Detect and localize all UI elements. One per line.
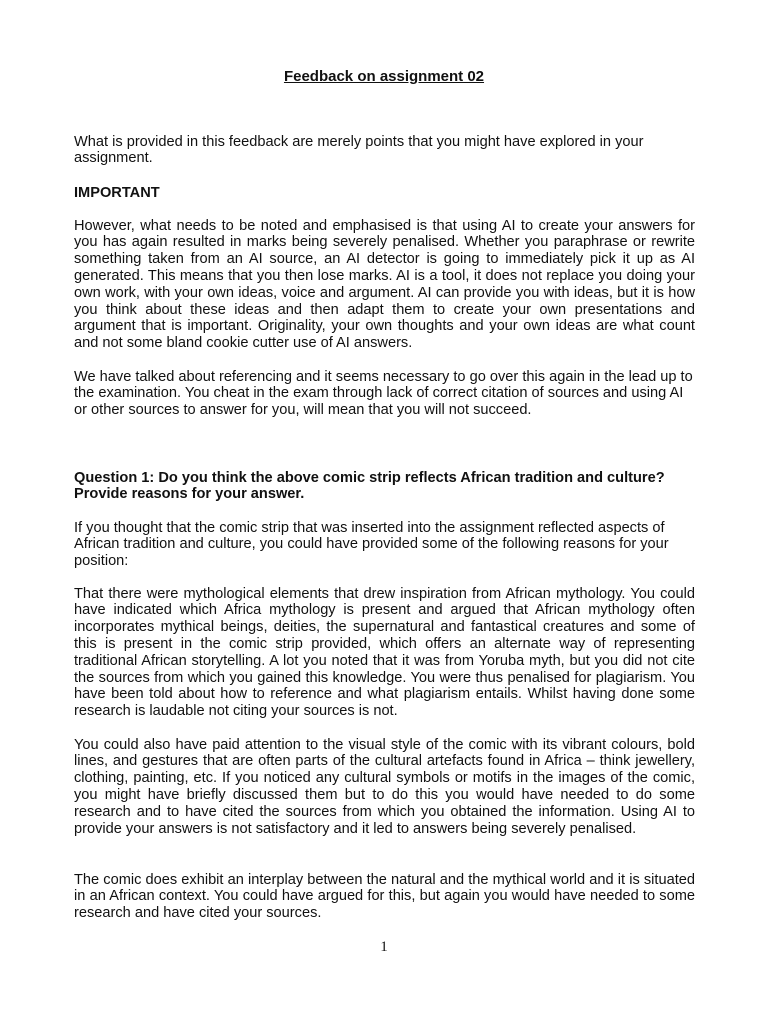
referencing-paragraph: We have talked about referencing and it seems necessary to go over this again in the lead up to the examination. You cheat in the exam through lack of correct citation of sources and using AI or other sources to answer for you, will mean that you will not succeed. (74, 368, 693, 419)
page-number: 1 (380, 939, 388, 955)
document-title: Feedback on assignment 02 (283, 68, 485, 85)
question-1-label: Question 1 (74, 469, 150, 486)
question-1-heading (74, 470, 695, 504)
interplay-paragraph: The comic does exhibit an interplay between the natural and the mythical world and it is situated in an African context. You could have argued for this, but again you would have needed to some research and have cited your sources. (74, 871, 695, 922)
visual-style-paragraph: You could also have paid attention to the visual style of the comic with its vibrant colours, bold lines, and gestures that are often parts of the cultural artefacts found in Africa – think jewellery, clothing, painting, etc. If you noticed any cultural symbols or motifs in the images of the comic, you might have briefly discussed them but to do this you would have needed to do some research and to have cited the sources from which you obtained the information. Using AI to provide your answers is not satisfactory and it led to answers being severely penalised. (74, 736, 695, 837)
ai-warning-paragraph: However, what needs to be noted and emphasised is that using AI to create your answers for you has again resulted in marks being severely penalised. Whether you paraphrase or rewrite something taken from an AI source, an AI detector is going to immediately pick it up as AI generated. This means that you then lose marks. AI is a tool, it does not replace you doing your own work, with your own ideas, voice and argument. AI can provide you with ideas, but it is how you think about these ideas and then adapt them to create your own presentations and argument that is important. Originality, your own thoughts and your own ideas are what count and not some bland cookie cutter use of AI answers. (74, 217, 695, 352)
intro-paragraph: What is provided in this feedback are merely points that you might have explored in your assignment. (74, 133, 644, 167)
important-heading: IMPORTANT (74, 184, 160, 201)
mythology-paragraph: That there were mythological elements that drew inspiration from African mythology. You could have indicated which Africa mythology is present and argued that African mythology often incorporates mythical beings, deities, the supernatural and fantastical creatures and some of this is present in the comic strip provided, which offers an alternate way of representing traditional African storytelling. A lot you noted that it was from Yoruba myth, but you did not cite the sources from which you gained this knowledge. You were thus penalised for plagiarism. You have been told about how to reference and what plagiarism entails. Whilst having done some research is laudable not citing your sources is not. (74, 585, 695, 720)
question-1-text: : Do you think the above comic strip reflects African tradition and culture? Provide reasons for your answer. (74, 469, 665, 503)
question-1-intro-paragraph: If you thought that the comic strip that was inserted into the assignment reflected aspects of African tradition and culture, you could have provided some of the following reasons for your position: (74, 519, 669, 570)
